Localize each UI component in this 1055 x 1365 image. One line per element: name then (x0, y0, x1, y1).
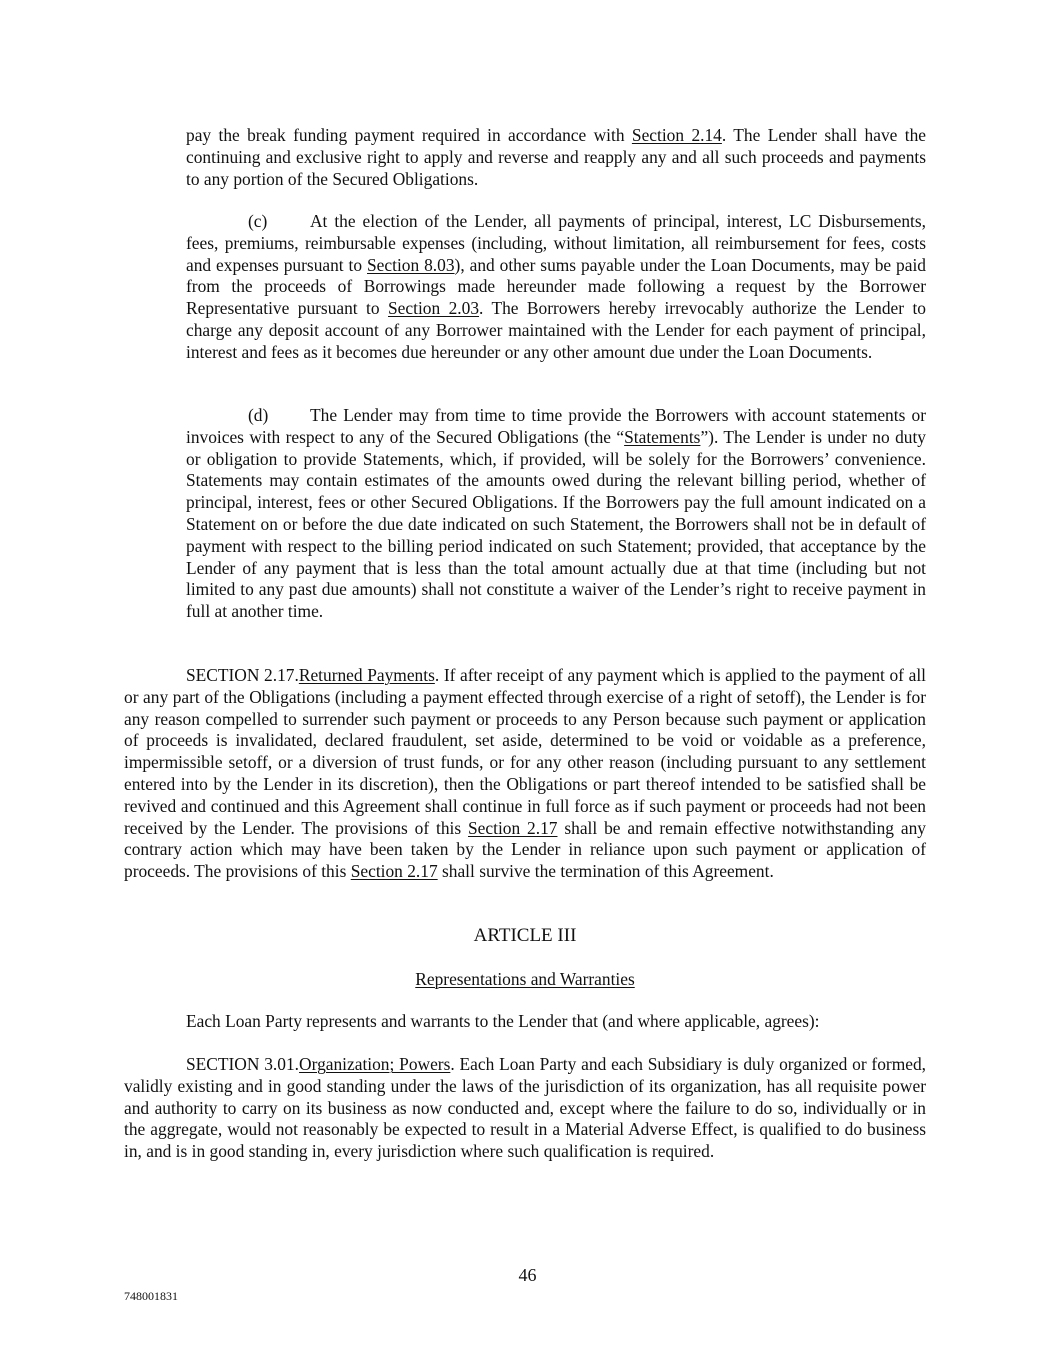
paragraph-enumerator: (c) (248, 211, 268, 231)
paragraph-d (186, 405, 926, 623)
paragraph-text: pay the break funding payment required in accordance with (186, 125, 632, 145)
paragraph-text: ”). The Lender is under no duty or obligation to provide Statements, which, if provided, will be solely for the Borrowers’ convenience. Statements may contain estimates of the amounts owed during the relevant billing period, whether of principal, interest, fees or other Secured Obligations. If the Borrowers pay the full amount indicated on a Statement on or before the due date indicated on such Statement, the Borrowers shall not be in default of payment with respect to the billing period indicated on such Statement; provided, that acceptance by the Lender of any payment that is less than the total amount actually due at that time (including but not limited to any past due amounts) shall not constitute a waiver of the Lender’s right to receive payment in full at another time. (186, 426, 926, 622)
section-3-01 (124, 1054, 926, 1163)
defined-term: Statements (624, 426, 701, 447)
section-reference-link: Section 8.03 (367, 254, 455, 275)
paragraph-text: . The Borrowers hereby irrevocably authorize the Lender to charge any deposit account of any Borrower maintained with the Lender for each payment of principal, interest and fees as it becomes due hereunder or any other amount due under the Loan Documents. (186, 298, 926, 362)
section-number: SECTION 3.01. (186, 1054, 300, 1074)
section-heading: Returned Payments (298, 665, 435, 685)
paragraph-enumerator: (d) (248, 405, 269, 425)
article-subtitle (124, 969, 926, 991)
paragraph-text: . Each Loan Party and each Subsidiary is duly organized or formed, validly existing and in good standing under the laws of the jurisdiction of its organization, has all requisite power and authority to carry on its business as now conducted and, except where the failure to do so, individually or in the aggregate, would not reasonably be expected to result in a Material Adverse Effect, is qualified to do business in, and is in good standing in, every jurisdiction where such qualification is required. (124, 1054, 927, 1162)
paragraph-text: ), and other sums payable under the Loan Documents, may be paid from the proceeds of Borrowings made hereunder made following a request by the Borrower Representative pursuant to (186, 254, 926, 319)
paragraph-c (186, 211, 926, 364)
section-reference-link: Section 2.17 (468, 817, 558, 838)
section-heading: Organization; Powers (299, 1054, 451, 1074)
paragraph-text: . The Lender shall have the continuing and exclusive right to apply and reverse and reapply any and all such proceeds and payments to any portion of the Secured Obligations. (186, 125, 926, 189)
section-number: SECTION 2.17. (186, 665, 299, 685)
document-id: 748001831 (124, 1289, 178, 1303)
article-title: ARTICLE III (473, 925, 577, 946)
paragraph-text: . If after receipt of any payment which is applied to the payment of all or any part of the Obligations (including a payment effected through exercise of a right of setoff), the Lender is for any reason compelled to surrender such payment or proceeds to any Person because such payment or application of proceeds is invalidated, declared fraudulent, set aside, determined to be void or voidable as a preference, impermissible setoff, or a diversion of trust funds, or for any other reason (including pursuant to any settlement entered into by the Lender in its discretion), then the Obligations or part thereof intended to be satisfied shall be revived and continued and this Agreement shall continue in full force as if such payment or proceeds had not been received by the Lender. The provisions of this (124, 665, 926, 838)
paragraph-b-continuation (186, 125, 926, 190)
article-subtitle-text: Representations and Warranties (415, 969, 635, 989)
paragraph-text: shall be and remain effective notwithstanding any contrary action which may have been taken by the Lender in reliance upon such payment or application of proceeds. The provisions of this (124, 817, 926, 882)
paragraph-text: At the election of the Lender, all payments of principal, interest, LC Disbursements, fees, premiums, reimbursable expenses (including, without limitation, all reimbursement for fees, costs and expenses pursuant to (186, 211, 926, 275)
paragraph-text: shall survive the termination of this Agreement. (437, 861, 774, 882)
page-number: 46 (518, 1265, 537, 1285)
section-reference-link: Section 2.17 (350, 861, 438, 882)
section-2-17 (124, 665, 926, 883)
paragraph-text: Each Loan Party represents and warrants to the Lender that (and where applicable, agrees): (186, 1011, 820, 1031)
section-reference-link: Section 2.14 (631, 125, 722, 145)
paragraph-text: The Lender may from time to time provide the Borrowers with account statements or invoices with respect to any of the Secured Obligations (the “ (186, 405, 926, 447)
section-reference-link: Section 2.03 (388, 298, 480, 319)
article-intro (124, 1011, 926, 1033)
